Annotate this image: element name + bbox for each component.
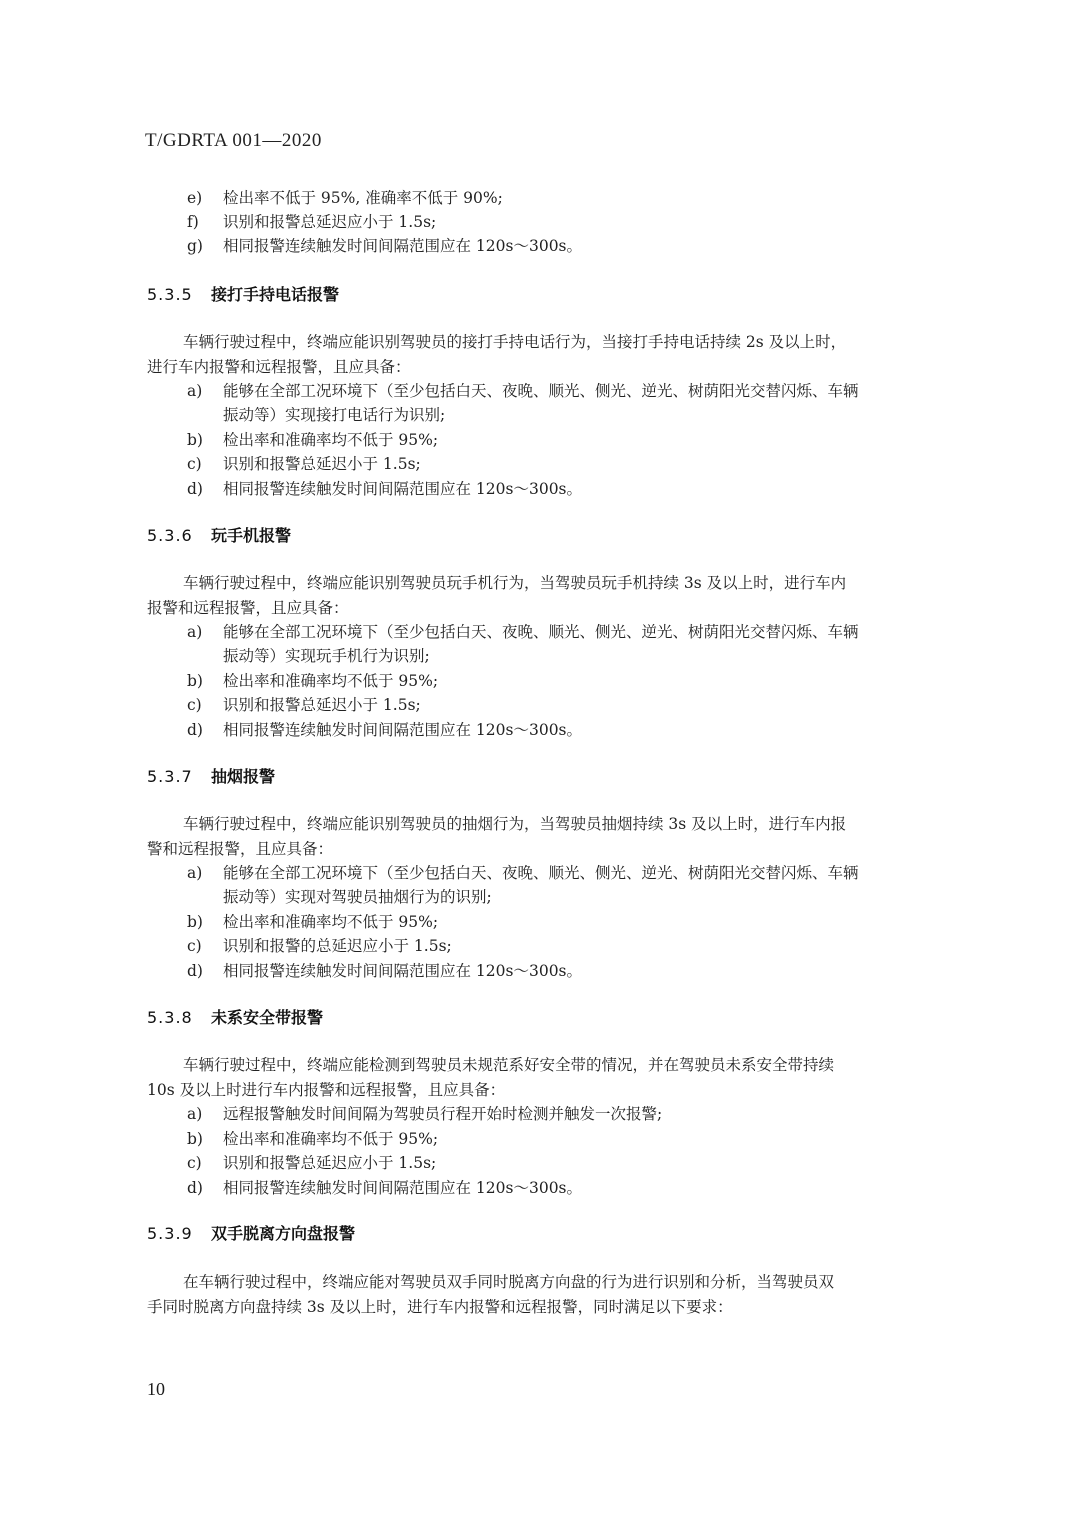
paragraph-line: 手同时脱离方向盘持续 3s 及以上时，进行车内报警和远程报警，同时满足以下要求： [147, 1298, 733, 1316]
list-item [187, 1151, 436, 1175]
section-title: 玩手机报警 [211, 526, 292, 545]
section-heading [147, 1006, 323, 1030]
paragraph-line: 车辆行驶过程中，终端应能识别驾驶员的接打手持电话行为，当接打手持电话持续 2s 及以上时， [183, 333, 847, 351]
list-label: f) [187, 213, 199, 231]
list-text: 检出率和准确率均不低于 95%; [223, 672, 439, 690]
paragraph-line: 车辆行驶过程中，终端应能检测到驾驶员未规范系好安全带的情况，并在驾驶员未系安全带持续 [183, 1056, 835, 1074]
section-heading [147, 283, 339, 307]
document-id-header: T/GDRTA 001—2020 [145, 130, 322, 151]
section-title: 未系安全带报警 [211, 1008, 324, 1027]
paragraph-line: 进行车内报警和远程报警，且应具备： [147, 358, 411, 376]
section-heading [147, 1222, 355, 1246]
list-item [187, 452, 421, 476]
list-label: a) [187, 864, 203, 882]
paragraph-line: 车辆行驶过程中，终端应能识别驾驶员玩手机行为，当驾驶员玩手机持续 3s 及以上时，进行车内 [183, 574, 847, 592]
list-label: d) [187, 962, 203, 980]
list-item [187, 718, 582, 742]
list-item [187, 934, 452, 958]
list-label: c) [187, 455, 202, 473]
list-label: a) [187, 623, 203, 641]
list-item [187, 210, 436, 234]
section-number: 5.3.8 [147, 1008, 193, 1027]
list-text: 识别和报警总延迟小于 1.5s; [223, 696, 421, 714]
list-label: c) [187, 1154, 202, 1172]
list-text: 识别和报警总延迟小于 1.5s; [223, 455, 421, 473]
list-text: 相同报警连续触发时间间隔范围应在 120s～300s。 [223, 1179, 583, 1197]
list-item [187, 1127, 438, 1151]
list-item [187, 959, 582, 983]
list-label: b) [187, 913, 203, 931]
list-text: 检出率和准确率均不低于 95%; [223, 431, 439, 449]
list-text: 远程报警触发时间间隔为驾驶员行程开始时检测并触发一次报警; [223, 1105, 663, 1123]
list-item [187, 693, 421, 717]
paragraph-line: 警和远程报警，且应具备： [147, 840, 334, 858]
list-text: 相同报警连续触发时间间隔范围应在 120s～300s。 [223, 237, 583, 255]
list-item [187, 861, 859, 885]
section-heading [147, 524, 291, 548]
list-text: 检出率和准确率均不低于 95%; [223, 1130, 439, 1148]
list-label: d) [187, 480, 203, 498]
list-item [187, 1102, 662, 1126]
list-text: 能够在全部工况环境下（至少包括白天、夜晚、顺光、侧光、逆光、树荫阳光交替闪烁、车辆 [223, 623, 859, 641]
list-item [187, 669, 438, 693]
list-label: d) [187, 1179, 203, 1197]
section-number: 5.3.6 [147, 526, 193, 545]
list-text: 相同报警连续触发时间间隔范围应在 120s～300s。 [223, 721, 583, 739]
list-label: b) [187, 431, 203, 449]
paragraph-line: 在车辆行驶过程中，终端应能对驾驶员双手同时脱离方向盘的行为进行识别和分析，当驾驶员双 [183, 1273, 835, 1291]
section-title: 接打手持电话报警 [211, 285, 340, 304]
list-item [187, 477, 582, 501]
list-item [187, 620, 859, 644]
page-number: 10 [147, 1379, 165, 1399]
paragraph-line: 10s 及以上时进行车内报警和远程报警，且应具备： [147, 1081, 506, 1099]
list-label: a) [187, 1105, 203, 1123]
list-item [187, 910, 438, 934]
list-text: 识别和报警的总延迟应小于 1.5s; [223, 937, 452, 955]
list-text: 检出率不低于 95%, 准确率不低于 90%; [223, 189, 503, 207]
list-text: 能够在全部工况环境下（至少包括白天、夜晚、顺光、侧光、逆光、树荫阳光交替闪烁、车辆 [223, 864, 859, 882]
list-item [187, 379, 859, 403]
list-label: b) [187, 672, 203, 690]
section-heading [147, 765, 275, 789]
list-item [187, 186, 503, 210]
list-text: 相同报警连续触发时间间隔范围应在 120s～300s。 [223, 962, 583, 980]
list-text: 相同报警连续触发时间间隔范围应在 120s～300s。 [223, 480, 583, 498]
paragraph-line: 车辆行驶过程中，终端应能识别驾驶员的抽烟行为，当驾驶员抽烟持续 3s 及以上时，进行车内报 [183, 815, 847, 833]
list-label: c) [187, 937, 202, 955]
list-label: a) [187, 382, 203, 400]
list-text: 识别和报警总延迟应小于 1.5s; [223, 213, 437, 231]
list-text-continued: 振动等）实现对驾驶员抽烟行为的识别; [223, 888, 492, 906]
list-item [187, 1176, 582, 1200]
list-label: b) [187, 1130, 203, 1148]
list-label: e) [187, 189, 203, 207]
list-label: c) [187, 696, 202, 714]
list-text-continued: 振动等）实现接打电话行为识别; [223, 406, 446, 424]
section-title: 抽烟报警 [211, 767, 276, 786]
section-number: 5.3.7 [147, 767, 193, 786]
list-item [187, 428, 438, 452]
section-title: 双手脱离方向盘报警 [211, 1224, 356, 1243]
paragraph-line: 报警和远程报警，且应具备： [147, 599, 349, 617]
list-text-continued: 振动等）实现玩手机行为识别; [223, 647, 430, 665]
list-text: 识别和报警总延迟应小于 1.5s; [223, 1154, 437, 1172]
list-label: g) [187, 237, 203, 255]
list-item [187, 234, 582, 258]
section-number: 5.3.5 [147, 285, 193, 304]
list-text: 能够在全部工况环境下（至少包括白天、夜晚、顺光、侧光、逆光、树荫阳光交替闪烁、车辆 [223, 382, 859, 400]
list-label: d) [187, 721, 203, 739]
list-text: 检出率和准确率均不低于 95%; [223, 913, 439, 931]
section-number: 5.3.9 [147, 1224, 193, 1243]
